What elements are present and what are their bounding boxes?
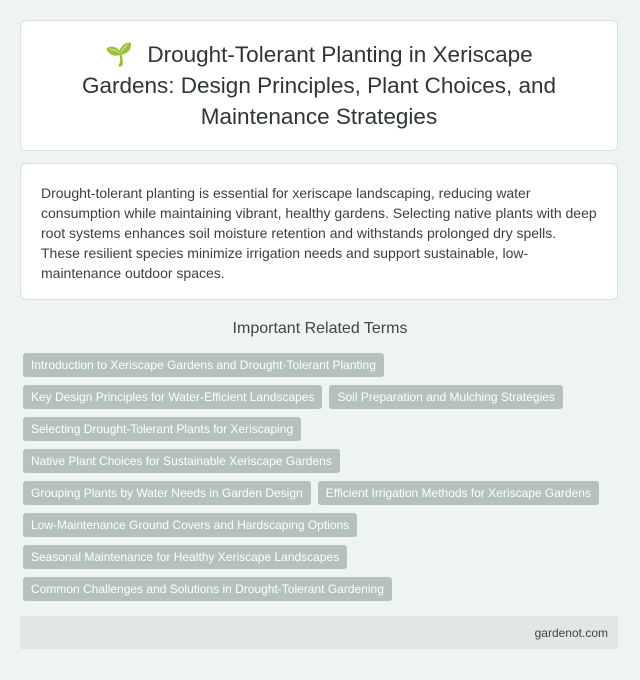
term-tag[interactable]: Native Plant Choices for Sustainable Xeriscape Gardens [23,449,340,473]
term-tag[interactable]: Introduction to Xeriscape Gardens and Drought-Tolerant Planting [23,353,384,377]
terms-row [23,545,623,569]
terms-row [23,577,623,601]
term-tag[interactable]: Soil Preparation and Mulching Strategies [329,385,562,409]
terms-row [23,449,623,473]
page-title-text: Drought-Tolerant Planting in Xeriscape Gardens: Design Principles, Plant Choices, and Maintenance Strategies [82,42,556,129]
term-tag[interactable]: Efficient Irrigation Methods for Xeriscape Gardens [318,481,599,505]
page-title [21,39,617,132]
terms-row [23,417,623,441]
terms-row [23,353,623,377]
site-link[interactable]: gardenot.com [534,625,608,640]
term-tag[interactable]: Grouping Plants by Water Needs in Garden Design [23,481,311,505]
term-tag[interactable]: Seasonal Maintenance for Healthy Xeriscape Landscapes [23,545,347,569]
terms-row [23,513,623,537]
footer [20,616,618,649]
terms-row [23,385,623,409]
term-tag[interactable]: Key Design Principles for Water-Efficient Landscapes [23,385,322,409]
related-terms-list [23,353,623,609]
seedling-icon: 🌱 [105,42,134,67]
related-terms-heading: Important Related Terms [232,320,408,337]
intro-paragraph: Drought-tolerant planting is essential for xeriscape landscaping, reducing water consumption while maintaining vibrant, healthy gardens. Selecting native plants with deep root systems enhances soil moisture retention and withstands prolonged dry spells. These resilient species minimize irrigation needs and support sustainable, low-maintenance outdoor spaces. [41,185,597,281]
intro-card [20,163,618,300]
terms-row [23,481,623,505]
title-card [20,20,618,151]
term-tag[interactable]: Low-Maintenance Ground Covers and Hardscaping Options [23,513,357,537]
term-tag[interactable]: Selecting Drought-Tolerant Plants for Xeriscaping [23,417,301,441]
term-tag[interactable]: Common Challenges and Solutions in Drought-Tolerant Gardening [23,577,392,601]
